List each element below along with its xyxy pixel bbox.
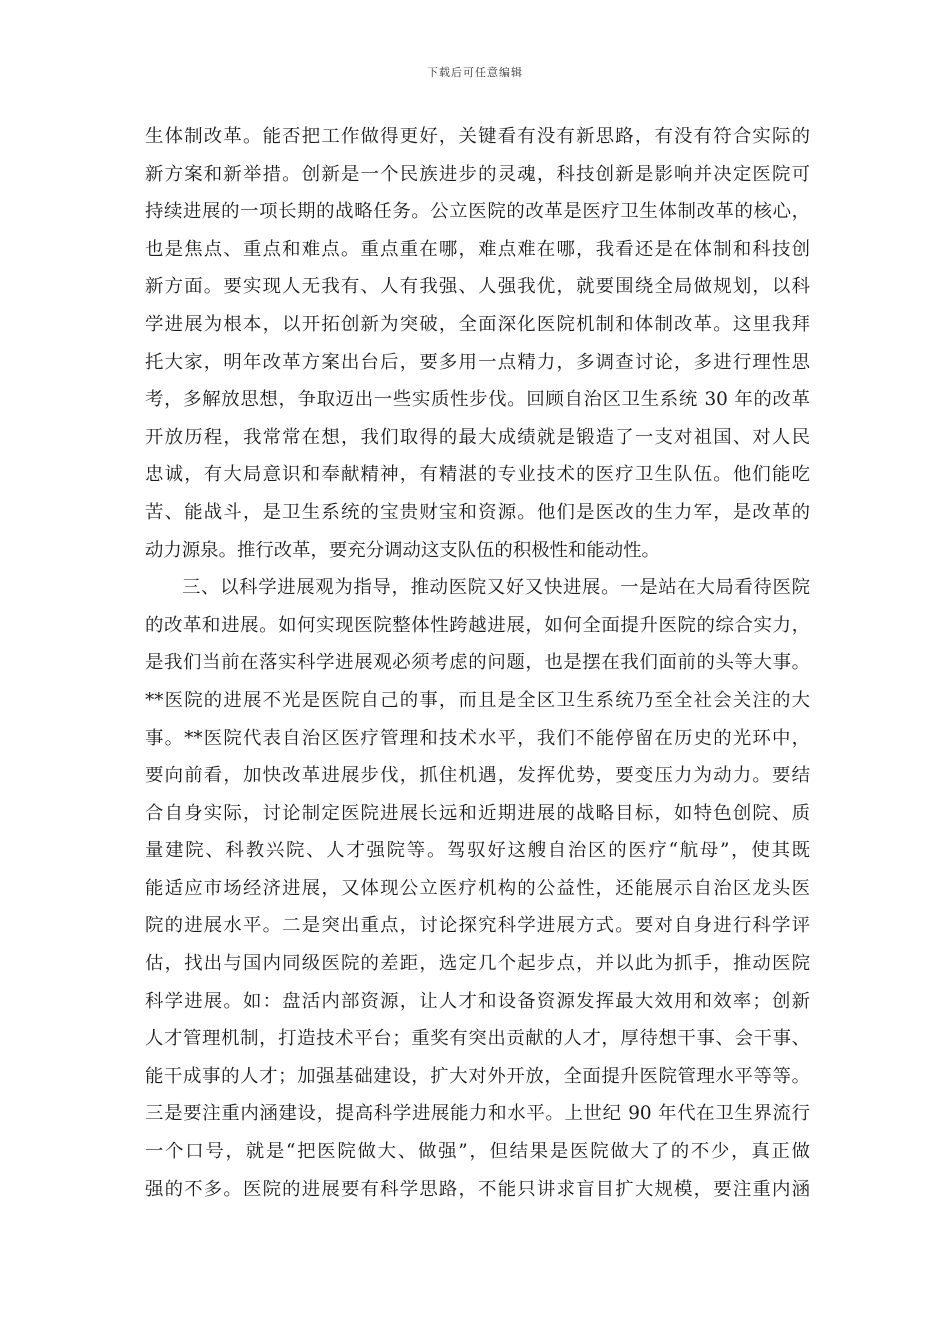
- text-line: 的改革和进展。如何实现医院整体性跨越进展，如何全面提升医院的综合实力，: [145, 614, 810, 636]
- text-line: 动力源泉。推行改革，要充分调动这支队伍的积极性和能动性。: [145, 539, 660, 561]
- text-line: 新方面。要实现人无我有、人有我强、人强我优，就要围绕全局做规划，以科: [145, 276, 810, 298]
- text-line: 开放历程，我常常在想，我们取得的最大成绩就是锻造了一支对祖国、对人民: [145, 426, 810, 448]
- text-line: 新方案和新举措。创新是一个民族进步的灵魂，科技创新是影响并决定医院可: [145, 163, 810, 185]
- text-line: 是我们当前在落实科学进展观必须考虑的问题，也是摆在我们面前的头等大事。: [145, 652, 810, 674]
- text-line: 持续进展的一项长期的战略任务。公立医院的改革是医疗卫生体制改革的核心，: [145, 201, 810, 223]
- text-line: 强的不多。医院的进展要有科学思路，不能只讲求盲目扩大规模，要注重内涵: [145, 1178, 810, 1200]
- text-line: 三、以科学进展观为指导，推动医院又好又快进展。一是站在大局看待医院: [182, 577, 810, 599]
- text-line: 院的进展水平。二是突出重点，讨论探究科学进展方式。要对自身进行科学评: [145, 915, 810, 937]
- text-line: 一个口号，就是“把医院做大、做强”，但结果是医院做大了的不少，真正做: [145, 1141, 810, 1163]
- text-line: 要向前看，加快改革进展步伐，抓住机遇，发挥优势，要变压力为动力。要结: [145, 765, 810, 787]
- text-line: 苦、能战斗，是卫生系统的宝贵财宝和资源。他们是医改的生力军，是改革的: [145, 501, 810, 523]
- text-line: 能干成事的人才；加强基础建设，扩大对外开放，全面提升医院管理水平等等。: [145, 1065, 810, 1087]
- text-line: 考，多解放思想，争取迈出一些实质性步伐。回顾自治区卫生系统 30 年的改革: [145, 389, 810, 411]
- text-line: 合自身实际，讨论制定医院进展长远和近期进展的战略目标，如特色创院、质: [145, 802, 810, 824]
- text-line: 估，找出与国内同级医院的差距，选定几个起步点，并以此为抓手，推动医院: [145, 953, 810, 975]
- text-line: 生体制改革。能否把工作做得更好，关键看有没有新思路，有没有符合实际的: [145, 126, 810, 147]
- text-line: 忠诚，有大局意识和奉献精神，有精湛的专业技术的医疗卫生队伍。他们能吃: [145, 464, 810, 486]
- text-line: 学进展为根本，以开拓创新为突破，全面深化医院机制和体制改革。这里我拜: [145, 313, 810, 335]
- text-line: 三是要注重内涵建设，提高科学进展能力和水平。上世纪 90 年代在卫生界流行: [145, 1103, 810, 1125]
- text-line: 也是焦点、重点和难点。重点重在哪，难点难在哪，我看还是在体制和科技创: [145, 238, 810, 260]
- page-header: 下载后可任意编辑: [427, 66, 523, 79]
- document-body: [145, 118, 810, 1208]
- text-line: 科学进展。如：盘活内部资源，让人才和设备资源发挥最大效用和效率；创新: [145, 990, 810, 1012]
- text-line: 人才管理机制，打造技术平台；重奖有突出贡献的人才，厚待想干事、会干事、: [145, 1028, 810, 1050]
- text-line: 量建院、科教兴院、人才强院等。驾驭好这艘自治区的医疗“航母”，使其既: [145, 840, 810, 862]
- text-line: 事。**医院代表自治区医疗管理和技术水平，我们不能停留在历史的光环中，: [145, 727, 810, 749]
- text-line: 托大家，明年改革方案出台后，要多用一点精力，多调查讨论，多进行理性思: [145, 351, 810, 373]
- text-line: **医院的进展不光是医院自己的事，而且是全区卫生系统乃至全社会关注的大: [145, 689, 810, 711]
- text-line: 能适应市场经济进展，又体现公立医疗机构的公益性，还能展示自治区龙头医: [145, 877, 810, 899]
